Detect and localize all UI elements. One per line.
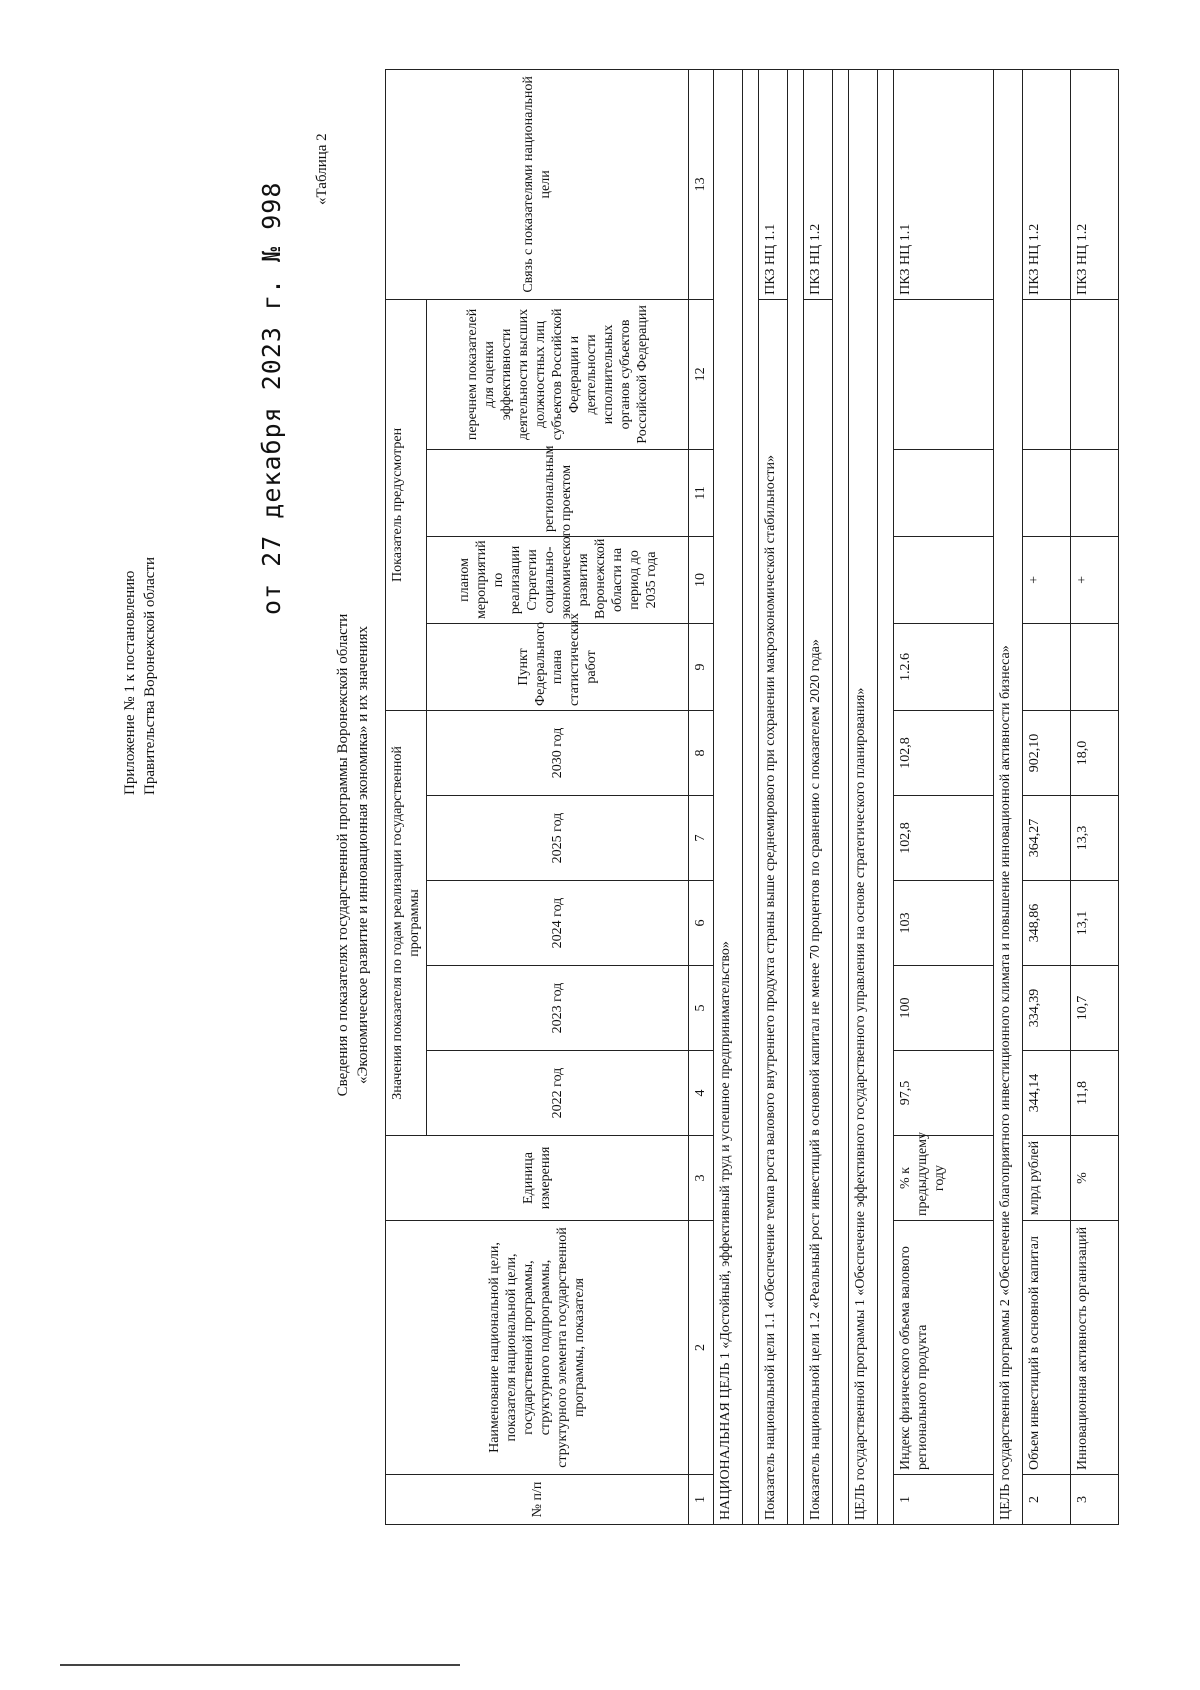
indicator-1-2-code: ПКЗ НЦ 1.2 — [804, 69, 833, 299]
col-header-fedplan: Пункт Федерального плана статистических работ — [427, 623, 689, 710]
indicator-unit: млрд рублей — [1023, 1136, 1071, 1221]
col-header-2022: 2022 год — [427, 1051, 689, 1136]
indicator-name: Инновационная активность организаций — [1071, 1221, 1119, 1475]
indicator-1-2-row — [804, 69, 833, 1524]
indicator-1-1-text: Показатель национальной цели 1.1 «Обеспечение темпа роста валового внутреннего продукта страны выше среднемирового при сохранении макроэкономической стабильности» — [759, 299, 788, 1524]
regproject-mark — [1023, 449, 1071, 536]
col-header-link: Связь с показателями национальной цели — [386, 69, 689, 299]
fed-plan-item — [1023, 623, 1071, 710]
column-number: 5 — [689, 966, 714, 1051]
spacer-cell — [833, 69, 849, 1524]
decree-date: от 27 декабря 2023 г. № 998 — [257, 181, 286, 615]
column-number: 12 — [689, 299, 714, 449]
spacer-cell — [878, 69, 894, 1524]
spacer-row — [833, 69, 849, 1524]
column-number: 8 — [689, 710, 714, 795]
col-header-provided-group: Показатель предусмотрен — [386, 299, 427, 710]
value-2023: 10,7 — [1071, 966, 1119, 1051]
col-header-values-group: Значения показателя по годам реализации государственной программы — [386, 710, 427, 1135]
indicator-1-1-code: ПКЗ НЦ 1.1 — [759, 69, 788, 299]
column-number: 11 — [689, 449, 714, 536]
column-number-row — [689, 69, 714, 1524]
indicators-table — [385, 69, 1119, 1525]
col-header-regproject: региональным проектом — [427, 449, 689, 536]
indicator-1-2-text: Показатель национальной цели 1.2 «Реальный рост инвестиций в основной капитал не менее 70 процентов по сравнению с показателем 2020 года» — [804, 299, 833, 1524]
value-2030: 18,0 — [1071, 710, 1119, 795]
program-goal-1-row — [849, 69, 878, 1524]
header-row-1 — [386, 69, 427, 1524]
title-line-2: «Экономическое развитие и инновационная экономика» и их значениях — [355, 626, 371, 1084]
column-number: 6 — [689, 881, 714, 966]
strategy-mark — [894, 536, 994, 623]
fed-plan-item — [1071, 623, 1119, 710]
value-2022: 97,5 — [894, 1051, 994, 1136]
spacer-row — [743, 69, 759, 1524]
col-header-2030: 2030 год — [427, 710, 689, 795]
indicator-1-1-row — [759, 69, 788, 1524]
national-goal-link: ПКЗ НЦ 1.2 — [1071, 69, 1119, 299]
value-2022: 11,8 — [1071, 1051, 1119, 1136]
col-header-2024: 2024 год — [427, 881, 689, 966]
column-number: 9 — [689, 623, 714, 710]
strategy-mark: + — [1071, 536, 1119, 623]
national-goal-link: ПКЗ НЦ 1.1 — [894, 69, 994, 299]
col-header-efficiency: перечнем показателей для оценки эффективности деятельности высших должностных лиц субъектов Российской Федерации и деятельности исполнительных органов субъектов Российской Федерации — [427, 299, 689, 449]
column-number: 10 — [689, 536, 714, 623]
table-row — [1071, 69, 1119, 1524]
spacer-row — [788, 69, 804, 1524]
value-2022: 344,14 — [1023, 1051, 1071, 1136]
value-2024: 13,1 — [1071, 881, 1119, 966]
regproject-mark — [894, 449, 994, 536]
national-goal-row — [714, 69, 743, 1524]
regproject-mark — [1071, 449, 1119, 536]
indicator-name: Индекс физического объема валового регионального продукта — [894, 1221, 994, 1475]
col-header-2023: 2023 год — [427, 966, 689, 1051]
spacer-cell — [743, 69, 759, 1524]
column-number: 4 — [689, 1051, 714, 1136]
value-2023: 100 — [894, 966, 994, 1051]
indicator-unit: % к предыдущему году — [894, 1136, 994, 1221]
column-number: 2 — [689, 1221, 714, 1475]
annex-reference — [120, 235, 160, 795]
fed-plan-item: 1.2.6 — [894, 623, 994, 710]
annex-line-2: Правительства Воронежской области — [142, 556, 158, 795]
strategy-mark: + — [1023, 536, 1071, 623]
row-number: 2 — [1023, 1475, 1071, 1525]
program-goal-2-row — [994, 69, 1023, 1524]
value-2025: 102,8 — [894, 796, 994, 881]
column-number: 3 — [689, 1136, 714, 1221]
table-row — [1023, 69, 1071, 1524]
value-2023: 334,39 — [1023, 966, 1071, 1051]
col-header-num: № п/п — [386, 1475, 689, 1525]
program-goal-1-text: ЦЕЛЬ государственной программы 1 «Обеспечение эффективного государственного управления на основе стратегического планирования» — [849, 69, 878, 1524]
indicator-unit: % — [1071, 1136, 1119, 1221]
value-2024: 348,86 — [1023, 881, 1071, 966]
national-goal-link: ПКЗ НЦ 1.2 — [1023, 69, 1071, 299]
column-number: 7 — [689, 796, 714, 881]
col-header-unit: Единица измерения — [386, 1136, 689, 1221]
annex-line-1: Приложение № 1 к постановлению — [122, 570, 138, 795]
table-label: «Таблица 2 — [314, 133, 330, 205]
col-header-strategy: планом мероприятий по реализации Стратегии социально-экономического развития Воронежской области на период до 2035 года — [427, 536, 689, 623]
col-header-name: Наименование национальной цели, показателя национальной цели, государственной программы, структурного подпрограммы, структурного элемента государственной программы, показателя — [386, 1221, 689, 1475]
value-2030: 102,8 — [894, 710, 994, 795]
indicator-name: Объем инвестиций в основной капитал — [1023, 1221, 1071, 1475]
efficiency-mark — [894, 299, 994, 449]
row-number: 3 — [1071, 1475, 1119, 1525]
value-2025: 13,3 — [1071, 796, 1119, 881]
scan-edge-line — [60, 1664, 460, 1666]
column-number: 13 — [689, 69, 714, 299]
national-goal-text: НАЦИОНАЛЬНАЯ ЦЕЛЬ 1 «Достойный, эффективный труд и успешное предпринимательство» — [714, 69, 743, 1524]
efficiency-mark — [1071, 299, 1119, 449]
value-2024: 103 — [894, 881, 994, 966]
spacer-cell — [788, 69, 804, 1524]
table-title — [333, 475, 373, 1235]
table-row — [894, 69, 994, 1524]
row-number: 1 — [894, 1475, 994, 1525]
column-number: 1 — [689, 1475, 714, 1525]
title-line-1: Сведения о показателях государственной программы Воронежской области — [335, 613, 351, 1097]
value-2025: 364,27 — [1023, 796, 1071, 881]
program-goal-2-text: ЦЕЛЬ государственной программы 2 «Обеспечение благоприятного инвестиционного климата и повышение инновационной активности бизнеса» — [994, 69, 1023, 1524]
efficiency-mark — [1023, 299, 1071, 449]
col-header-2025: 2025 год — [427, 796, 689, 881]
value-2030: 902,10 — [1023, 710, 1071, 795]
spacer-row — [878, 69, 894, 1524]
